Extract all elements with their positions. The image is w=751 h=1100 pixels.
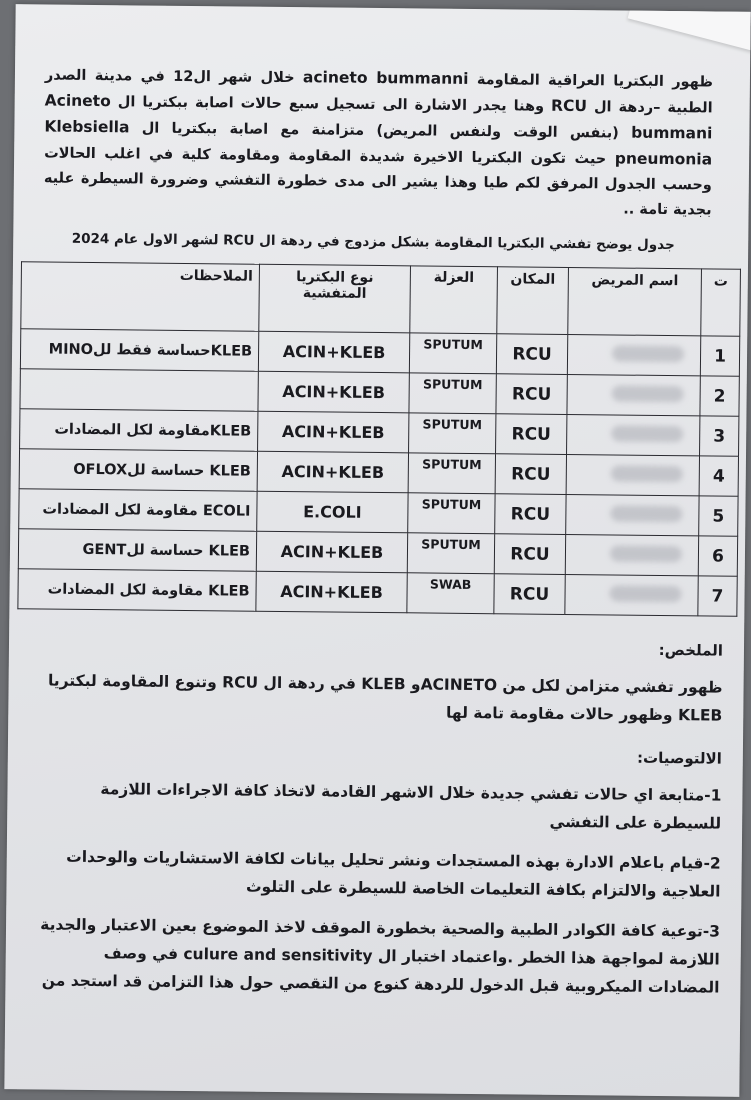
patient-name-redacted	[566, 454, 699, 495]
row-number: 5	[699, 496, 738, 536]
row-bacteria-type: E.COLI	[257, 491, 408, 533]
intro-text: وهنا يجدر الاشارة الى تسجيل سبع حالات اصابة ببكتريا ال	[117, 94, 545, 115]
row-number: 4	[699, 456, 738, 496]
row-place: RCU	[494, 574, 565, 615]
bacteria-name: Klebsiella pneumonia	[44, 117, 713, 169]
intro-text: ظهور البكتريا العراقية المقاومة	[476, 72, 713, 91]
intro-text: حيث تكون البكتريا الاخيرة شديدة المقاومة ومقاومة كلية في اغلب الحالات وحسب الجدول المرفق لكم طيا وهذا يشير الى مدى خطورة التفشي وضرورة السيطرة عليه بجدية تامة ..	[43, 145, 712, 219]
row-place: RCU	[496, 374, 567, 415]
recommendation-item	[31, 774, 722, 837]
patient-name-redacted	[565, 574, 698, 615]
header-patient-name: اسم المريض	[568, 267, 702, 335]
patient-name-redacted	[567, 414, 700, 455]
row-bacteria-type: ACIN+KLEB	[258, 371, 409, 413]
recommendation-item	[29, 910, 720, 1001]
row-place: RCU	[494, 534, 565, 575]
row-notes	[20, 369, 258, 411]
row-isolate: SPUTUM	[409, 413, 496, 454]
table-caption: جدول يوضح تفشي البكتريا المقاومة بشكل مزدوج في ردهة ال RCU لشهر الاول عام 2024	[71, 230, 675, 254]
intro-paragraph	[43, 62, 713, 223]
ward-code: RCU	[550, 96, 588, 116]
row-number: 3	[700, 416, 739, 456]
header-place: المكان	[497, 267, 569, 335]
row-notes: ECOLI مقاومة لكل المضادات	[19, 489, 257, 531]
header-bacteria-type: نوع البكتريا المتفشية	[259, 264, 411, 333]
patient-name-redacted	[566, 494, 699, 535]
page-corner-fold	[628, 4, 751, 51]
row-bacteria-type: ACIN+KLEB	[258, 411, 409, 453]
header-isolate: العزلة	[410, 266, 498, 334]
row-notes: KLEB حساسة للGENT	[18, 529, 256, 571]
row-number: 2	[700, 376, 739, 416]
bacteria-name: Acineto bummani	[44, 91, 713, 143]
row-notes: KLEB حساسة للOFLOX	[19, 449, 257, 491]
row-isolate: SWAB	[407, 573, 494, 614]
patient-name-redacted	[567, 374, 700, 415]
document-page	[4, 4, 750, 1097]
patient-name-redacted	[567, 334, 700, 375]
row-bacteria-type: ACIN+KLEB	[257, 451, 408, 493]
row-place: RCU	[496, 414, 567, 455]
header-notes: الملاحظات	[21, 262, 260, 331]
row-number: 6	[698, 536, 737, 576]
row-bacteria-type: ACIN+KLEB	[256, 571, 407, 613]
row-isolate: SPUTUM	[409, 333, 496, 374]
cases-table	[17, 261, 741, 617]
row-notes: KLEB مقاومة لكل المضادات	[18, 569, 256, 611]
row-bacteria-type: ACIN+KLEB	[258, 331, 409, 373]
recommendation-item	[30, 842, 721, 905]
intro-text: (بنفس الوقت ولنفس المريض) متزامنة مع اصابة ببكتريا ال	[141, 120, 619, 142]
row-place: RCU	[495, 454, 566, 495]
row-isolate: SPUTUM	[408, 453, 495, 494]
row-place: RCU	[495, 494, 566, 535]
bacteria-name: acineto bummanni	[302, 68, 469, 88]
row-isolate: SPUTUM	[409, 373, 496, 414]
table-row	[18, 569, 737, 617]
row-notes: KLEBمقاومة لكل المضادات	[20, 409, 258, 451]
summary-heading: الملخص:	[658, 640, 724, 660]
row-isolate: SPUTUM	[407, 533, 494, 574]
row-number: 1	[700, 336, 739, 376]
table-header-row	[21, 262, 741, 337]
summary-paragraph: ظهور تفشي متزامن لكل من ACINETOو KLEB في ردهة ال RCU وتنوع المقاومة لبكتريا KLEB وظهور حالات مقاومة تامة لها	[47, 671, 723, 725]
row-notes: KLEBحساسة فقط للMINO	[20, 329, 258, 371]
recommendation-1: 1-متابعة اي حالات تفشي جديدة خلال الاشهر القادمة لاتخاذ كافة الاجراءات اللازمة للسيطرة على التفشي	[100, 780, 722, 833]
row-isolate: SPUTUM	[408, 493, 495, 534]
recommendation-2: 2-قيام باعلام الادارة بهذه المستجدات ونشر تحليل بيانات لكافة الاستشاريات والوحدات العلاجية والالتزام بكافة التعليمات الخاصة للسيطرة على التلوث	[66, 847, 721, 901]
row-place: RCU	[496, 334, 567, 375]
patient-name-redacted	[565, 534, 698, 575]
row-number: 7	[698, 576, 737, 616]
recommendation-3: 3-توعية كافة الكوادر الطبية والصحية بخطورة الموقف لاخذ الموضوع بعين الاعتبار والجدية اللازمة لمواجهة هذا الخطر .واعتماد اختبار ال culure and sensitivity في وصف المضادات الميكروبية قبل الدخول للردهة كنوع من التقصي حول هذا التزامن قد استجد من	[40, 915, 721, 997]
summary-text	[32, 666, 723, 729]
row-bacteria-type: ACIN+KLEB	[256, 531, 407, 573]
intro-text: خلال شهر ال12 في مدينة الصدر الطبية –ردهة ال	[44, 67, 713, 117]
header-number: ت	[701, 269, 741, 336]
recommendations-heading: الالتوصيات:	[636, 748, 722, 768]
